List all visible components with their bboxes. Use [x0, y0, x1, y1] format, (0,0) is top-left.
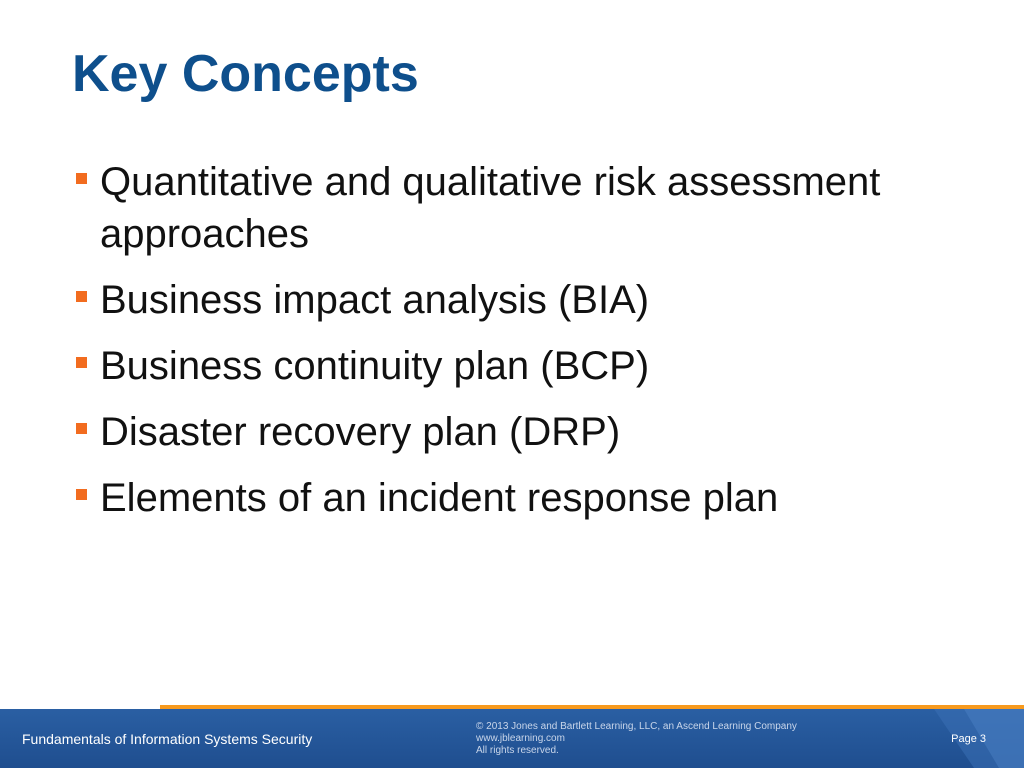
website-text: www.jblearning.com: [476, 733, 565, 744]
bullet-item: [76, 274, 936, 326]
bullet-list: [76, 156, 936, 538]
slide-title: Key Concepts: [72, 45, 419, 103]
bullet-item: [76, 156, 936, 260]
bullet-item: [76, 406, 936, 458]
square-bullet-icon: [76, 291, 87, 302]
bullet-text: Business impact analysis (BIA): [100, 278, 650, 322]
square-bullet-icon: [76, 423, 87, 434]
square-bullet-icon: [76, 173, 87, 184]
bullet-text: Business continuity plan (BCP): [100, 344, 650, 388]
bullet-text: Elements of an incident response plan: [100, 476, 779, 520]
bullet-item: [76, 472, 936, 524]
bullet-text: Disaster recovery plan (DRP): [100, 410, 621, 454]
copyright-block: [476, 721, 797, 757]
rights-text: All rights reserved.: [476, 745, 559, 756]
footer-bar: [0, 709, 1024, 768]
bullet-text: Quantitative and qualitative risk assessment approaches: [100, 160, 881, 256]
copyright-text: © 2013 Jones and Bartlett Learning, LLC, an Ascend Learning Company: [476, 721, 797, 732]
course-title: Fundamentals of Information Systems Security: [22, 731, 313, 747]
square-bullet-icon: [76, 357, 87, 368]
square-bullet-icon: [76, 489, 87, 500]
bullet-item: [76, 340, 936, 392]
page-number: Page 3: [951, 733, 986, 745]
